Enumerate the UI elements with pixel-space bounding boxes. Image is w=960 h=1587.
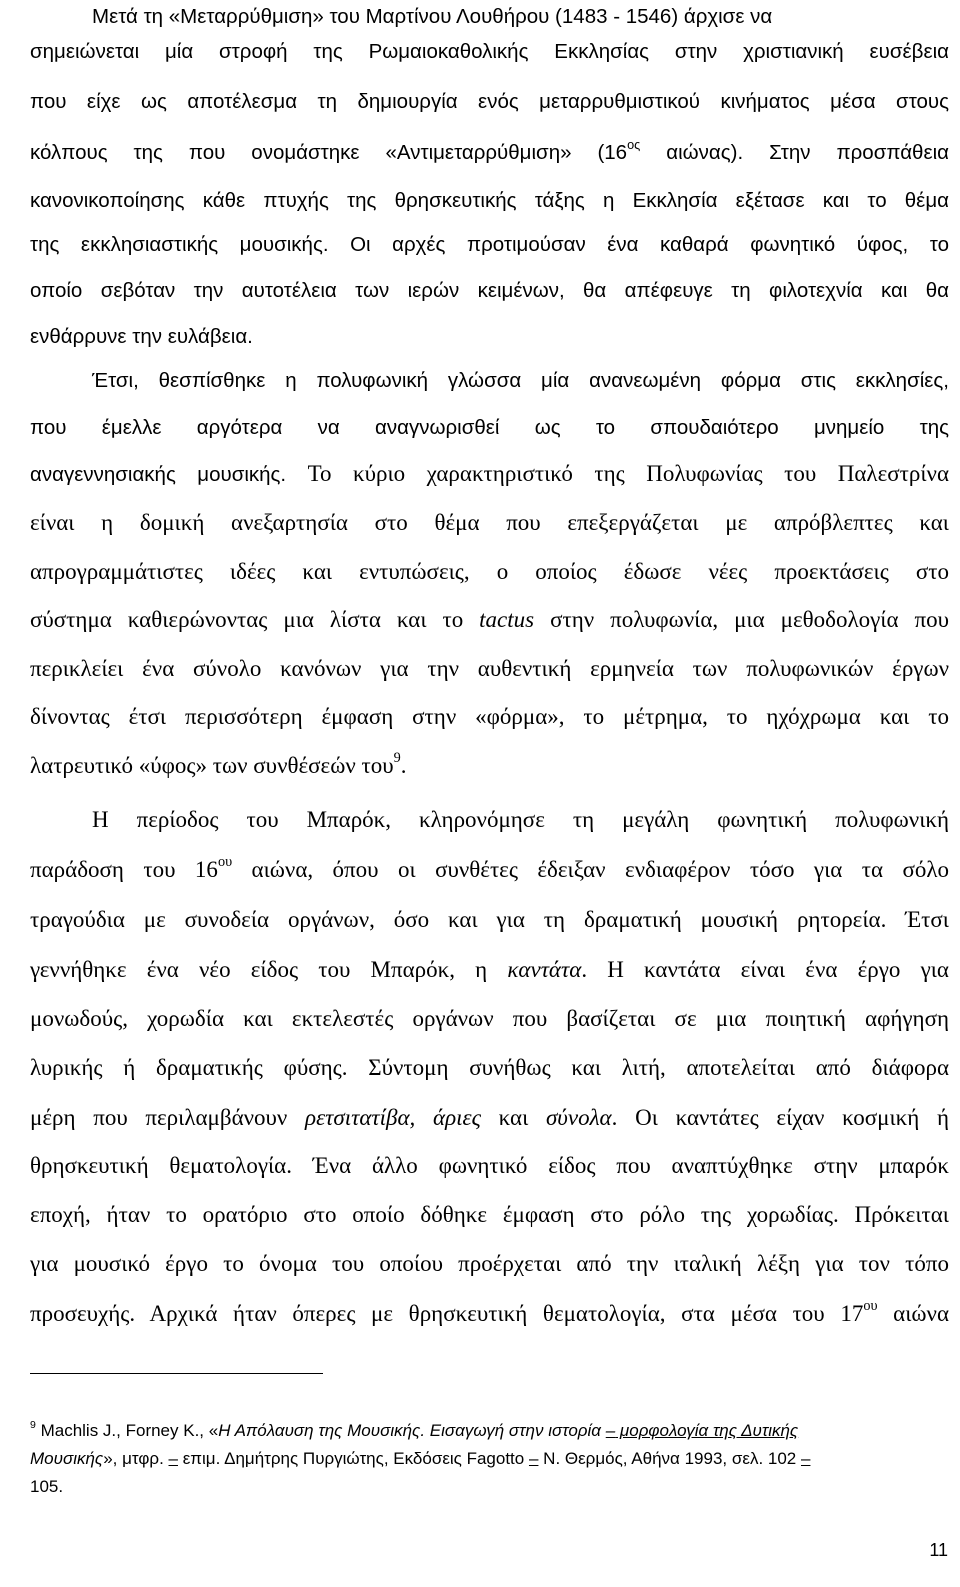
paragraph-2-line-8: δίνοντας έτσι περισσότερη έμφαση στην «φόρμα», το μέτρημα, το ηχόχρωμα και το <box>30 704 949 729</box>
paragraph-2-line-3: αναγεννησιακής μουσικής. Το κύριο χαρακτηριστικό της Πολυφωνίας του Παλεστρίνα <box>30 461 949 486</box>
paragraph-1-line-1: Μετά τη «Μεταρρύθμιση» του Μαρτίνου Λουθήρου (1483 - 1546) άρχισε να <box>92 5 773 28</box>
footnote-line-1: $^9$ Machlis J., Forney K., «Η Απόλαυση της Μουσικής. Εισαγωγή στην ιστορία – μορφολογία της Δυτικής <box>30 1418 799 1440</box>
superscript: ος <box>627 137 641 153</box>
paragraph-2-line-6: σύστημα καθιερώνοντας μια λίστα και το tactus στην πολυφωνία, μια μεθοδολογία που <box>30 607 949 632</box>
paragraph-2-line-9: λατρευτικό «ύφος» των συνθέσεών του$^9$. <box>30 750 407 778</box>
footnote-marker: 9 <box>30 1418 36 1431</box>
paragraph-3-line-11: προσευχής. Αρχικά ήταν όπερες με θρησκευτική θεματολογία, στα μέσα του $17^{o\upsilon}$ αιώνα <box>30 1298 949 1326</box>
paragraph-1-line-4: κόλπους της που ονομάστηκε «Αντιμεταρρύθμιση» ($16^{o\varsigma}$ αιώνας). Στην προσπάθεια <box>30 137 949 164</box>
paragraph-2-line-7: περικλείει ένα σύνολο κανόνων για την αυθεντική ερμηνεία των πολυφωνικών έργων <box>30 656 949 681</box>
paragraph-1-line-6: της εκκλησιαστικής μουσικής. Οι αρχές προτιμούσαν ένα καθαρά φωνητικό ύφος, το <box>30 233 949 256</box>
footnote-line-2: Μουσικής», μτφρ. – επιμ. Δημήτρης Πυργιώτης, Εκδόσεις Fagotto – Ν. Θερμός, Αθήνα 1993, σελ. 102 – <box>30 1449 811 1468</box>
paragraph-3-line-10: για μουσικό έργο το όνομα του οποίου προέρχεται από την ιταλική λέξη για τον τόπο <box>30 1251 949 1276</box>
paragraph-1-line-3: που είχε ως αποτέλεσμα τη δημιουργία ενός μεταρρυθμιστικού κινήματος μέσα στους <box>30 90 949 113</box>
paragraph-2-line-5: απρογραμμάτιστες ιδέες και εντυπώσεις, ο οποίος έδωσε νέες προεκτάσεις στο <box>30 559 949 584</box>
paragraph-3-line-3: τραγούδια με συνοδεία οργάνων, όσο και για τη δραματική μουσική ρητορεία. Έτσι <box>30 907 949 932</box>
emphasis: tactus <box>479 607 535 632</box>
paragraph-1-line-7: οποίο σεβόταν την αυτοτέλεια των ιερών κειμένων, θα απέφευγε τη φιλοτεχνία και θα <box>30 279 949 302</box>
paragraph-1-line-8: ενθάρρυνε την ευλάβεια. <box>30 325 253 348</box>
paragraph-3-line-5: μονωδούς, χορωδία και εκτελεστές οργάνων που βασίζεται σε μια ποιητική αφήγηση <box>30 1006 949 1031</box>
emphasis: καντάτα <box>507 957 582 982</box>
paragraph-3-line-1: Η περίοδος του Μπαρόκ, κληρονόμησε τη μεγάλη φωνητική πολυφωνική <box>92 807 949 832</box>
paragraph-3-line-8: θρησκευτική θεματολογία. Ένα άλλο φωνητικό είδος που αναπτύχθηκε στην μπαρόκ <box>30 1153 949 1178</box>
paragraph-1-line-5: κανονικοποίησης κάθε πτυχής της θρησκευτικής τάξης η Εκκλησία εξέτασε και το θέμα <box>30 189 949 212</box>
superscript: ου <box>863 1298 878 1315</box>
paragraph-2-line-1: Έτσι, θεσπίσθηκε η πολυφωνική γλώσσα μία ανανεωμένη φόρμα στις εκκλησίες, <box>92 369 949 392</box>
paragraph-3-line-2: παράδοση του $16^{o\upsilon}$ αιώνα, όπου οι συνθέτες έδειξαν ενδιαφέρον τόσο για τα σόλο <box>30 854 949 882</box>
paragraph-1-line-2: σημειώνεται μία στροφή της Ρωμαιοκαθολικής Εκκλησίας στην χριστιανική ευσέβεια <box>30 40 949 63</box>
emphasis: σύνολα <box>545 1105 612 1130</box>
paragraph-2-line-2: που έμελλε αργότερα να αναγνωρισθεί ως το σπουδαιότερο μνημείο της <box>30 416 949 439</box>
paragraph-2-line-4: είναι η δομική ανεξαρτησία στο θέμα που επεξεργάζεται με απρόβλεπτες και <box>30 510 949 535</box>
superscript: ου <box>217 854 233 871</box>
paragraph-3-line-9: εποχή, ήταν το ορατόριο στο οποίο δόθηκε έμφαση στο ρόλο της χορωδίας. Πρόκειται <box>30 1202 949 1227</box>
page-number: 11 <box>929 1540 948 1560</box>
paragraph-3-line-7: μέρη που περιλαμβάνουν ρετσιτατίβα, άριες και σύνολα. Οι καντάτες είχαν κοσμική ή <box>30 1105 949 1130</box>
emphasis: ρετσιτατίβα, άριες <box>305 1105 481 1130</box>
footnote-separator <box>30 1373 323 1374</box>
paragraph-3-line-4: γεννήθηκε ένα νέο είδος του Μπαρόκ, η καντάτα. Η καντάτα είναι ένα έργο για <box>30 957 949 982</box>
footnote-reference: 9 <box>393 750 401 767</box>
footnote-line-3: 105. <box>30 1477 64 1496</box>
paragraph-3-line-6: λυρικής ή δραματικής φύσης. Σύντομη συνήθως και λιτή, αποτελείται από διάφορα <box>30 1055 949 1080</box>
